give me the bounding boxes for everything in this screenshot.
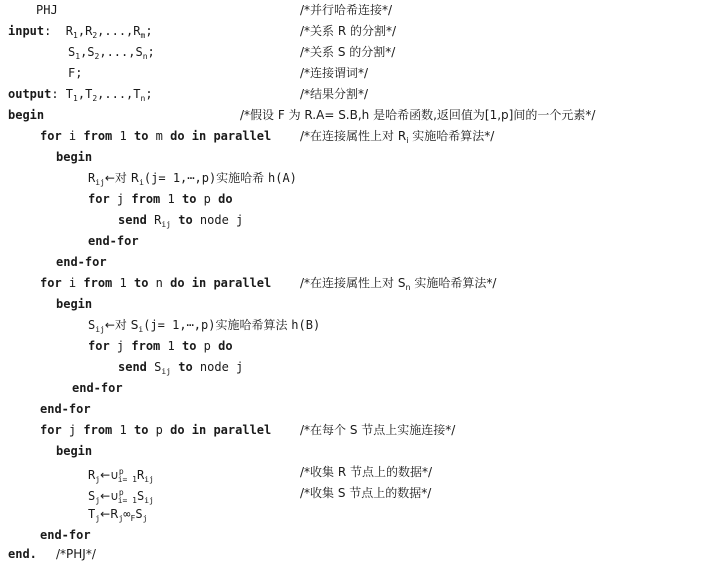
code-line — [88, 338, 233, 354]
code-text — [37, 547, 51, 561]
keyword: for — [40, 129, 62, 143]
keyword: do — [218, 339, 233, 353]
comment: /*收集 R 节点上的数据*/ — [300, 465, 433, 479]
code-text: (j= 1,⋯,p) — [143, 171, 217, 185]
keyword: to — [133, 129, 149, 143]
keyword: to — [133, 276, 149, 290]
index-text: i — [139, 178, 144, 187]
code-text: ,R — [77, 24, 93, 38]
keyword: to — [181, 192, 197, 206]
index-text: m — [140, 31, 146, 40]
code-text: R — [146, 213, 162, 227]
keyword: end-for — [40, 402, 91, 416]
keyword: end. — [8, 547, 37, 561]
index-text: ij — [161, 367, 171, 376]
index-text: 2 — [94, 52, 100, 61]
comment: /*连接谓词*/ — [300, 66, 369, 80]
keyword: send — [118, 360, 147, 374]
code-text: ,T — [77, 87, 93, 101]
code-text: 1 — [160, 339, 182, 353]
code-text: n — [148, 276, 171, 290]
comment: /*PHJ*/ — [56, 547, 96, 561]
code-text: S — [88, 489, 96, 503]
index-text: ij — [144, 496, 154, 505]
comment: /*假设 F 为 R.A= S.B,h 是哈希函数,返回值为[1,p]间的一个元素*/ — [240, 108, 596, 122]
code-text: ←R — [100, 507, 119, 521]
code-text: ∞ — [123, 507, 131, 521]
index-text: ij — [95, 178, 105, 187]
code-text: S — [137, 489, 145, 503]
keyword: begin — [56, 444, 93, 458]
code-line — [118, 359, 243, 375]
keyword: from — [83, 276, 113, 290]
index-text: i= 1 — [117, 496, 137, 505]
code-line — [8, 107, 44, 123]
keyword: begin — [56, 150, 93, 164]
comment: /*在每个 S 节点上实施连接*/ — [300, 423, 456, 437]
comment: /*关系 S 的分割*/ — [300, 45, 396, 59]
index-text: ij — [144, 475, 154, 484]
keyword: to — [178, 360, 193, 374]
code-text: ; — [145, 87, 153, 101]
keyword: to — [133, 423, 149, 437]
index-text: j — [95, 475, 101, 484]
index-text: 2 — [92, 31, 98, 40]
index-text: i — [138, 325, 144, 334]
keyword: end-for — [56, 255, 107, 269]
keyword: begin — [8, 108, 45, 122]
keyword: for — [88, 339, 110, 353]
code-text: p — [196, 339, 219, 353]
code-line — [88, 506, 147, 522]
code-line — [72, 380, 123, 396]
code-text: (j= 1,⋯,p) — [143, 318, 216, 332]
code-text: i — [61, 129, 84, 143]
code-line — [8, 86, 153, 102]
code-text: S — [88, 318, 96, 332]
code-line — [56, 296, 92, 312]
index-text: i= 1 — [117, 475, 137, 484]
code-text: ←对 R — [104, 171, 140, 185]
code-text: T — [88, 507, 96, 521]
code-line — [88, 191, 233, 207]
code-line — [88, 464, 154, 484]
keyword: begin — [56, 297, 93, 311]
keyword: do in parallel — [170, 423, 272, 437]
comment: /*并行哈希连接*/ — [300, 3, 393, 17]
code-text: R — [137, 468, 145, 482]
keyword: from — [83, 129, 113, 143]
code-text: ; — [147, 45, 155, 59]
code-text: j — [61, 423, 84, 437]
index-text: ij — [161, 220, 171, 229]
code-text: ←对 S — [104, 318, 139, 332]
index-text: ij — [95, 325, 105, 334]
code-line — [88, 233, 139, 249]
index-text: j — [118, 514, 124, 523]
comment: /*结果分割*/ — [300, 87, 369, 101]
code-text: S — [146, 360, 162, 374]
code-line — [40, 275, 271, 291]
code-text: ; — [145, 24, 153, 38]
index-text: p — [118, 467, 124, 476]
keyword: end-for — [72, 381, 123, 395]
keyword: do — [218, 192, 233, 206]
code-text: PHJ — [36, 3, 58, 17]
code-text: node j — [192, 213, 244, 227]
keyword: do in parallel — [170, 276, 272, 290]
index-text: F — [130, 514, 136, 523]
index-text: j — [95, 514, 101, 523]
keyword: from — [131, 339, 161, 353]
index-text: n — [140, 94, 146, 103]
code-line — [88, 317, 320, 333]
code-text: R — [88, 171, 96, 185]
code-text: ←∪ — [100, 489, 119, 503]
code-text: ,...,S — [99, 45, 143, 59]
code-text: F; — [68, 66, 83, 80]
keyword: input — [8, 24, 45, 38]
keyword: do in parallel — [170, 129, 272, 143]
code-line — [40, 527, 91, 543]
code-line — [8, 546, 51, 562]
code-text: S — [135, 507, 143, 521]
code-text: p — [148, 423, 171, 437]
comment: /*在连接属性上对 $R_i$ 实施哈希算法*/ — [300, 129, 495, 145]
code-text: j — [109, 339, 132, 353]
index-text: 1 — [75, 52, 81, 61]
code-text: m — [148, 129, 171, 143]
code-line — [118, 212, 243, 228]
code-line — [88, 485, 154, 505]
code-text: ,S — [80, 45, 95, 59]
keyword: send — [118, 213, 147, 227]
code-line — [88, 170, 297, 186]
code-line — [8, 23, 153, 39]
keyword: end-for — [88, 234, 139, 248]
code-text: 1 — [160, 192, 182, 206]
code-text: ←∪ — [100, 468, 119, 482]
index-text: j — [95, 496, 101, 505]
code-text: ,...,T — [97, 87, 141, 101]
comment: /*关系 R 的分割*/ — [300, 24, 397, 38]
code-text: 1 — [112, 423, 134, 437]
code-text: node j — [192, 360, 244, 374]
code-line — [36, 2, 58, 18]
code-text: j — [109, 192, 132, 206]
code-text: S — [68, 45, 76, 59]
keyword: from — [83, 423, 113, 437]
code-line — [68, 44, 155, 60]
index-text: 1 — [73, 31, 78, 40]
keyword: end-for — [40, 528, 91, 542]
keyword: for — [88, 192, 110, 206]
keyword: for — [40, 423, 62, 437]
keyword: output — [8, 87, 52, 101]
code-text: : R — [44, 24, 74, 38]
comment: /*在连接属性上对 $S_n$ 实施哈希算法*/ — [300, 276, 497, 292]
code-text: 实施哈希 — [216, 171, 268, 185]
code-text: p — [196, 192, 219, 206]
code-text: R — [88, 468, 96, 482]
code-line — [40, 401, 91, 417]
keyword: to — [181, 339, 197, 353]
code-line — [40, 128, 271, 144]
code-text: h(A) — [268, 171, 297, 185]
code-text: 1 — [112, 129, 134, 143]
index-text: n — [142, 52, 148, 61]
code-text: 1 — [112, 276, 134, 290]
code-line — [56, 149, 92, 165]
code-line — [68, 65, 82, 81]
keyword: from — [131, 192, 161, 206]
index-text: p — [118, 488, 124, 497]
code-text: : T — [51, 87, 74, 101]
code-line — [40, 422, 271, 438]
index-text: 1 — [73, 94, 78, 103]
code-text: h(B) — [291, 318, 321, 332]
code-text: ,...,R — [97, 24, 141, 38]
code-line — [56, 254, 107, 270]
comment: /*收集 S 节点上的数据*/ — [300, 486, 432, 500]
code-line — [56, 443, 92, 459]
code-text: i — [61, 276, 84, 290]
index-text: j — [142, 514, 148, 523]
keyword: to — [178, 213, 193, 227]
index-text: 2 — [92, 94, 98, 103]
keyword: for — [40, 276, 62, 290]
code-text: 实施哈希算法 — [215, 318, 292, 332]
